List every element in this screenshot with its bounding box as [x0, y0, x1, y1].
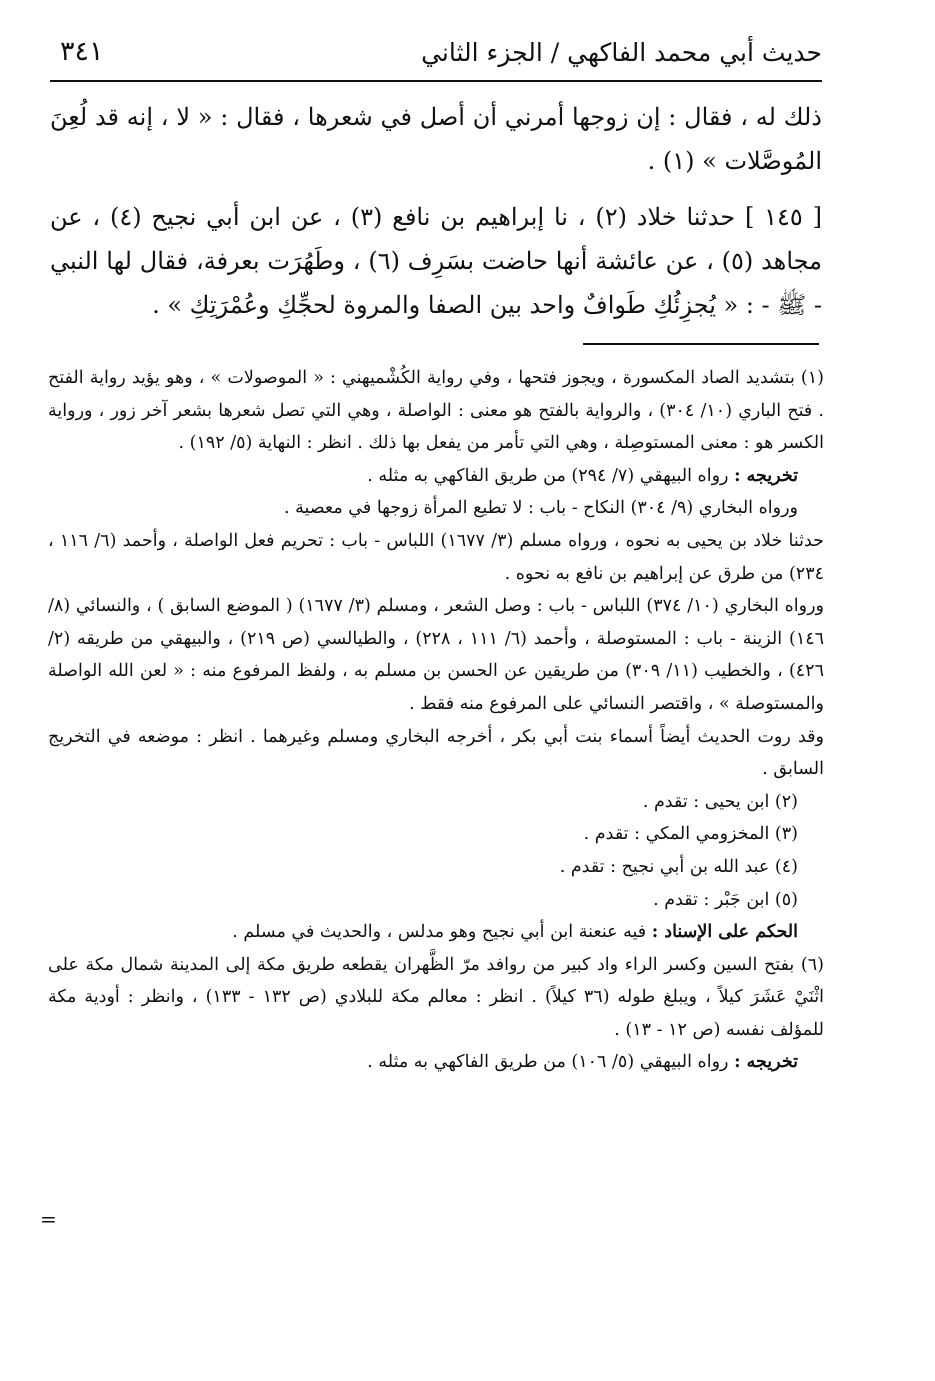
running-title: حديث أبي محمد الفاكهي / الجزء الثاني: [421, 38, 822, 67]
footnote-5: (٥) ابن جَبْر : تقدم .: [653, 889, 798, 910]
hukm-text: فيه عنعنة ابن أبي نجيح وهو مدلس ، والحديث في مسلم .: [232, 922, 647, 943]
isnad-ruling: [48, 916, 824, 949]
hukm-label: الحكم على الإسناد :: [651, 922, 798, 943]
paragraph-continuation: ذلك له ، فقال : إن زوجها أمرني أن أصل في شعرها ، فقال : « لا ، إنه قد لُعِنَ المُوصَّلات » (١) .: [50, 103, 822, 175]
footnote-2: (٢) ابن يحيى : تقدم .: [642, 791, 798, 812]
takhrij-label-6: تخريجه :: [734, 1052, 798, 1073]
footnotes: [48, 362, 824, 1079]
footnote-1-asma: وقد روت الحديث أيضاً أسماء بنت أبي بكر ، أخرجه البخاري ومسلم وغيرهما . انظر : موضعه في التخريج السابق .: [48, 726, 824, 780]
main-text: [50, 95, 822, 327]
page-number: ٣٤١: [60, 36, 104, 67]
footnote-6: (٦) بفتح السين وكسر الراء واد كبير من روافد مرّ الظَّهران يقطعه طريق مكة إلى المدينة شمال مكة على اثْنَيْ عَشَرَ كيلاً ، ويبلغ طوله (٣٦ كيلاً) . انظر : معالم مكة للبلادي (ص ١٣٢ - ١٣٣) ، وانظر : أودية مكة للمؤلف نفسه (ص ١٢ - ١٣) .: [48, 954, 825, 1040]
footnote-6-takhrij: [48, 1046, 824, 1079]
footnote-1-takhrij: [48, 460, 824, 493]
continuation-mark: =: [40, 1207, 57, 1231]
takhrij-label: تخريجه :: [734, 465, 798, 486]
takhrij-text: رواه البيهقي (٧/ ٢٩٤) من طريق الفاكهي به مثله .: [367, 465, 729, 486]
footnote-1-muslim: حدثنا خلاد بن يحيى به نحوه ، ورواه مسلم (٣/ ١٦٧٧) اللباس - باب : تحريم فعل الواصلة ، وأحمد (٦/ ١١٦ ، ٢٣٤) من طرق عن إبراهيم بن نافع به نحوه .: [48, 530, 824, 584]
takhrij-text-6: رواه البيهقي (٥/ ١٠٦) من طريق الفاكهي به مثله .: [367, 1052, 729, 1073]
footnote-1-other-sources: ورواه البخاري (١٠/ ٣٧٤) اللباس - باب : وصل الشعر ، ومسلم (٣/ ١٦٧٧) ( الموضع السابق ) ، والنسائي (٨/ ١٤٦) الزينة - باب : المستوصلة ، وأحمد (٦/ ١١١ ، ٢٢٨) ، والطيالسي (ص ٢١٩) ، والبيهقي من طريقه (٢/ ٤٢٦) ، والخطيب (١١/ ٣٠٩) من طريقين عن الحسن بن مسلم به ، ولفظ المرفوع منه : « لعن الله الواصلة والمستوصلة » ، واقتصر النسائي على المرفوع منه فقط .: [48, 596, 825, 714]
footnote-4: (٤) عبد الله بن أبي نجيح : تقدم .: [559, 856, 798, 877]
footnote-separator: [583, 343, 819, 345]
page-header: [50, 30, 822, 82]
footnote-1-bukhari: ورواه البخاري (٩/ ٣٠٤) النكاح - باب : لا تطيع المرأة زوجها في معصية .: [283, 498, 798, 519]
hadith-145: [ ١٤٥ ] حدثنا خلاد (٢) ، نا إبراهيم بن نافع (٣) ، عن ابن أبي نجيح (٤) ، عن مجاهد (٥) ، عن عائشة أنها حاضت بسَرِف (٦) ، وطَهُرَت بعرفة، فقال لها النبي - ﷺ - : « يُجزِئُكِ طَوافٌ واحد بين الصفا والمروة لحجِّكِ وعُمْرَتِكِ » .: [50, 203, 823, 319]
footnote-3: (٣) المخزومي المكي : تقدم .: [583, 824, 798, 845]
footnote-1: (١) بتشديد الصاد المكسورة ، ويجوز فتحها ، وفي رواية الكُشْميهني : « الموصولات » ، وهو يؤيد رواية الفتح . فتح الباري (١٠/ ٣٠٤) ، والرواية بالفتح هو معنى : الواصلة ، وهي التي تصل شعرها بشعر آخر زور ، ورواية الكسر هو : معنى المستوصِلة ، وهي التي تأمر من يفعل بها ذلك . انظر : النهاية (٥/ ١٩٢) .: [48, 368, 824, 454]
